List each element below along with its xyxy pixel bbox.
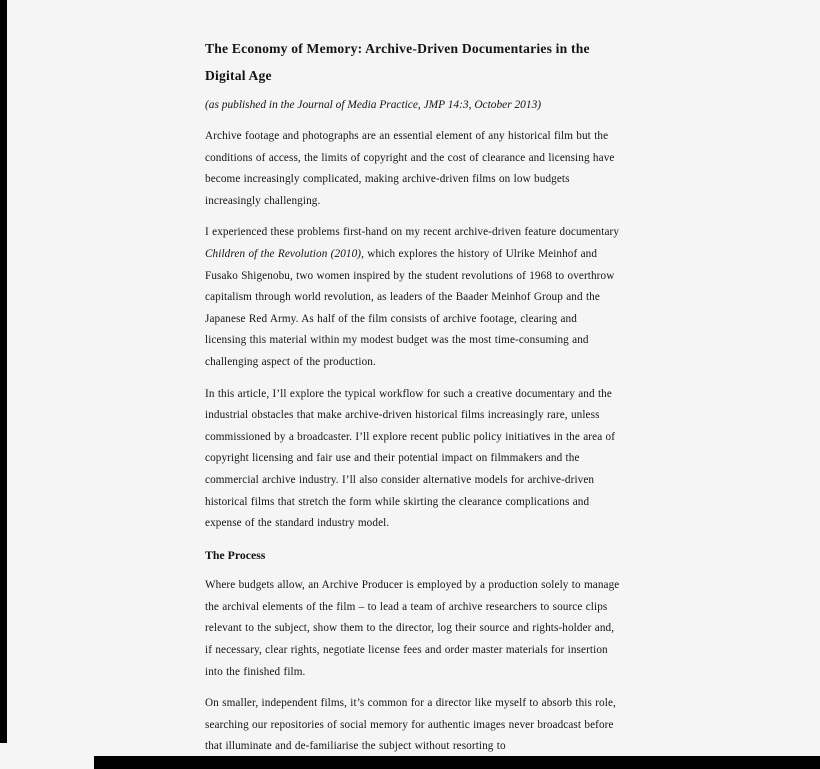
publication-subtitle: (as published in the Journal of Media Practice, JMP 14:3, October 2013) xyxy=(205,99,542,111)
left-edge-scan-bar xyxy=(0,0,7,743)
document-page xyxy=(205,36,621,768)
paragraph-experience-before: I experienced these problems first-hand on my recent archive-driven feature documentary xyxy=(205,226,620,239)
article-title xyxy=(205,36,621,89)
paragraph-archive-producer: Where budgets allow, an Archive Producer is employed by a production solely to manage the archival elements of the film – to lead a team of archive researchers to source clips relevant to the subject, show them to the director, log their source and rights-holder and, if necessary, clear rights, negotiate license fees and order master materials for insertion into the finished film. xyxy=(205,579,620,678)
paragraph-abstract: Archive footage and photographs are an essential element of any historical film but the conditions of access, the limits of copyright and the cost of clearance and licensing have become increasingly complicated, making archive-driven films on low budgets increasingly challenging. xyxy=(205,130,615,207)
paragraph-article-scope: In this article, I’ll explore the typical workflow for such a creative documentary and the industrial obstacles that make archive-driven historical films increasingly rare, unless commissioned by a broadcaster. I’ll explore recent public policy initiatives in the area of copyright licensing and fair use and their potential impact on filmmakers and the commercial archive industry. I’ll also consider alternative models for archive-driven historical films that stretch the form while skirting the clearance complications and expense of the standard industry model. xyxy=(205,387,616,530)
paragraph-independent-films: On smaller, independent films, it’s common for a director like myself to absorb this role, searching our repositories of social memory for authentic images never broadcast before that illuminate and de-familiarise the subject without resorting to xyxy=(205,697,616,753)
article-title-line2: Digital Age xyxy=(205,67,272,83)
paragraph-experience xyxy=(205,222,621,373)
section-heading-the-process: The Process xyxy=(205,547,266,562)
paragraph-experience-after: which explores the history of Ulrike Meinhof and Fusako Shigenobu, two women inspired by the student revolutions of 1968 to overthrow capitalism through world revolution, as leaders of the Baader Meinhof Group and the Japanese Red Army. As half of the film consists of archive footage, clearing and licensing this material within my modest budget was the most time-consuming and challenging aspect of the production. xyxy=(205,247,615,368)
film-title-italic: Children of the Revolution (2010), xyxy=(205,247,365,260)
article-title-line1: The Economy of Memory: Archive-Driven Documentaries in the xyxy=(205,41,590,56)
